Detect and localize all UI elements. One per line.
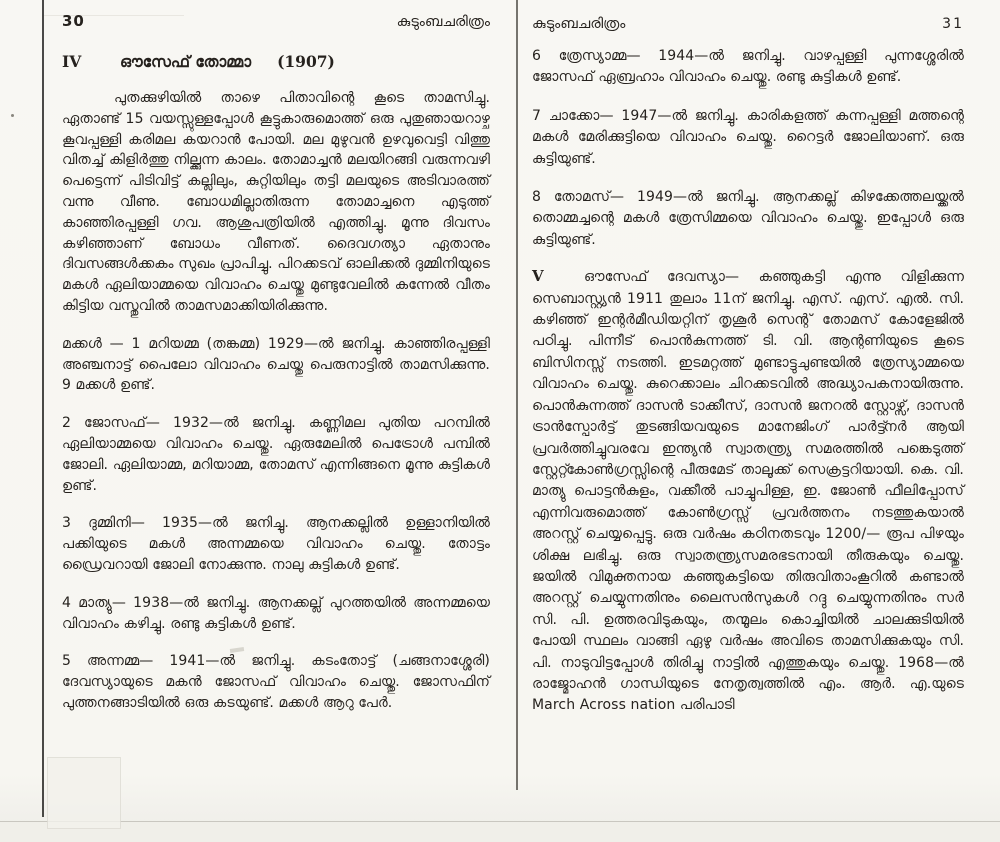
section-iv-numeral: IV <box>62 52 82 71</box>
page-31 <box>532 0 964 717</box>
section-iv-title: ഔസേഫ് തോമ്മാ <box>120 53 252 71</box>
child-entry-7: 7 ചാക്കോ— 1947—ൽ ജനിച്ചു. കാരികളത്ത് കന്നപ്പള്ളി മത്തന്റെ മകൾ മേരിക്കുട്ടിയെ വിവാഹം ചെയ്തു. റൈട്ടർ ജോലിയാണ്. ഒരു കുട്ടിയുണ്ട്. <box>532 107 964 167</box>
page-gutter-line <box>516 0 518 790</box>
section-iv-year: (1907) <box>277 52 335 71</box>
page-31-header <box>532 16 964 32</box>
child-entry-6: 6 ത്രേസ്യാമ്മ— 1944—ൽ ജനിച്ചു. വാഴപ്പള്ളി പുന്നശ്ശേരിൽ ജോസഫ് ഏബ്രഹാം വിവാഹം ചെയ്തു. രണ്ടു കുട്ടികൾ ഉണ്ട്. <box>532 48 964 86</box>
section-iv-heading <box>62 52 490 72</box>
section-v-text: ഔസേഫ് ദേവസ്യാ— കഞ്ഞുകട്ടി എന്നു വിളിക്കുന്ന സെബാസ്റ്റ്യൻ 1911 തുലാം 11ന് ജനിച്ചു. എസ്. എസ്. എൽ. സി. കഴിഞ്ഞ് ഇന്റർമീഡിയറ്റിന് തൃശൂർ സെന്റ് തോമസ് കോളേജിൽ പഠിച്ചു. പിന്നീട് പൊൻകുന്നത്ത് ടി. വി. ആന്റണിയുടെ കൂടെ ബിസിനസ്സ് നടത്തി. ഇടമറ്റത്ത് മുണ്ടാട്ടുചുണ്ടയിൽ ത്രേസ്യാമ്മയെ വിവാഹം ചെയ്തു. കുറെക്കാലം ചിറക്കടവിൽ അദ്ധ്യാപകനായിരുന്നു. പൊൻകുന്നത്ത് ദാസൻ ടാക്കീസ്, ദാസൻ ജനറൽ സ്റ്റോഴ്സ്, ദാസൻ ട്രാൻസ്പോർട്ട് തുടങ്ങിയവയുടെ മാനേജിംഗ് പാർട്ട്നർ ആയി പ്രവർത്തിച്ചുവരവേ ഇന്ത്യൻ സ്വാതന്ത്ര്യ സമരത്തിൽ പങ്കെടുത്ത് സ്റ്റേറ്റ്കോൺഗ്രസ്സിന്റെ പീരുമേട് താലൂക്ക് സെക്രട്ടറിയായി. കെ. വി. മാത്യു പൊട്ടൻകുളം, വക്കീൽ പാച്ചുപിള്ള, ഇ. ജോൺ ഫീലിപ്പോസ് എന്നിവരുമൊത്ത് കോൺഗ്രസ്സ് പ്രവർത്തനം നടത്തുകയാൽ അറസ്റ്റ് ചെയ്യപ്പെട്ടു. ഒരു വർഷം കഠിനതടവും 1200/— രൂപ പിഴയും ശിക്ഷ ലഭിച്ചു. ഒരു സ്വാതന്ത്ര്യസമരഭടനായി തീരുകയും ചെയ്തു. ജയിൽ വിമുക്തനായ കഞ്ഞുകട്ടിയെ തിരുവിതാംകൂറിൽ കണ്ടാൽ അറസ്റ്റ് ചെയ്യുന്നതിനും ലൈസൻസുകൾ റദ്ദു ചെയ്യുന്നതിനും സർ സി. പി. ഉത്തരവിടുകയും, തന്മൂലം കൊച്ചിയിൽ ചാലക്കുടിയിൽ പോയി സ്ഥലം വാങ്ങി ഏഴു വർഷം അവിടെ താമസിക്കുകയും സി. പി. നാടുവിട്ടപ്പോൾ തിരിച്ചു നാട്ടിൽ എത്തുകയും ചെയ്തു. 1968—ൽ രാജ്മോഹൻ ഗാന്ധിയുടെ നേതൃത്വത്തിൽ എം. ആർ. എ.യുടെ March Across nation പരിപാടി <box>532 269 964 714</box>
child-entry-8: 8 തോമസ്— 1949—ൽ ജനിച്ചു. ആനക്കല്ല് കിഴക്കേത്തലയ്ക്കൽ തൊമ്മച്ചന്റെ മകൾ ത്രേസിമ്മയെ വിവാഹം ചെയ്തു. ഇപ്പോൾ ഒരു കുട്ടിയുണ്ട്. <box>532 189 964 248</box>
page-number-right: 31 <box>942 16 964 32</box>
child-entry-2: 2 ജോസഫ്— 1932—ൽ ജനിച്ചു. കണ്ണിമല പുതിയ പറമ്പിൽ ഏലിയാമ്മയെ വിവാഹം ചെയ്തു. ഏരുമേലിൽ പെട്രോൾ പമ്പിൽ ജോലി. ഏലിയാമ്മ, മറിയാമ്മ, തോമസ് എന്നിങ്ങനെ മൂന്നു കുട്ടികൾ ഉണ്ട്. <box>62 415 490 494</box>
scan-artifact-bottom-left <box>47 757 121 829</box>
running-title-right: കുടുംബചരിത്രം <box>532 16 626 32</box>
child-entry-4: 4 മാത്യു— 1938—ൽ ജനിച്ചു. ആനക്കല്ല് പുറത്തയിൽ അന്നമ്മയെ വിവാഹം കഴിച്ചു. രണ്ടു കുട്ടികൾ ഉണ്ട്. <box>62 594 490 632</box>
scan-left-edge-line <box>42 0 44 817</box>
intro-paragraph: പുതക്കുഴിയിൽ താഴെ പിതാവിന്റെ കൂടെ താമസിച്ചു. ഏതാണ്ട് 15 വയസ്സുള്ളപ്പോൾ കൂട്ടുകാരുമൊത്ത് ഒരു പുതുഞായറാഴ്ച കൂവപ്പള്ളി കരിമല കയറാൻ പോയി. മല മുഴുവൻ ഉഴവുവെട്ടി വിത്തു വിതച്ച് കിളിർത്തു നില്ക്കുന്ന കാലം. തോമാച്ചൻ മലയിറങ്ങി വരുന്നവഴി പെട്ടെന്ന് പിടിവിട്ട് കല്ലിലും, കുറ്റിയിലും തട്ടി മലയുടെ അടിവാരത്ത് വന്നു വീണു. ബോധമില്ലാതിരുന്ന തോമാച്ചനെ എടുത്ത് കാഞ്ഞിരപ്പള്ളി ഗവ. ആശുപത്രിയിൽ എത്തിച്ചു. മൂന്നു ദിവസം കഴിഞ്ഞാണ് ബോധം വീണത്. ദൈവഗത്യാ ഏതാനും ദിവസങ്ങൾക്കകം സുഖം പ്രാപിച്ചു. പിറക്കടവ് ഓലിക്കൽ ദുമ്മിനിയുടെ മകൾ ഏലിയാമ്മയെ വിവാഹം ചെയ്തു മുണ്ടുവേലിൽ കന്നേൽ വീതം കിട്ടിയ വസ്തുവിൽ താമസമാക്കിയിരിക്കുന്നു. <box>62 90 490 314</box>
child-entry-1: മക്കൾ — 1 മറിയമ്മ (തങ്കമ്മ) 1929—ൽ ജനിച്ചു. കാഞ്ഞിരപ്പള്ളി അഞ്ചനാട്ട് പൈലോ വിവാഹം ചെയ്തു പെരുനാട്ടിൽ താമസിക്കുന്നു. 9 മക്കൾ ഉണ്ട്. <box>62 335 490 394</box>
scan-speck <box>11 114 14 117</box>
section-v-numeral: V <box>532 267 544 286</box>
page-30 <box>62 0 490 714</box>
page-30-header <box>62 12 490 30</box>
child-entry-3: 3 ദുമ്മിനി— 1935—ൽ ജനിച്ചു. ആനക്കല്ലിൽ ഉള്ളാനിയിൽ പക്കിയുടെ മകൾ അന്നമ്മയെ വിവാഹം ചെയ്തു. തോട്ടം ഡ്രൈവറായി ജോലി നോക്കുന്നു. നാലു കുട്ടികൾ ഉണ്ട്. <box>62 515 490 573</box>
page-number-left: 30 <box>62 12 85 30</box>
running-title-left: കുടുംബചരിത്രം <box>396 14 490 30</box>
section-v-paragraph <box>532 266 964 717</box>
child-entry-5: 5 അന്നമ്മ— 1941—ൽ ജനിച്ചു. കടംതോട്ട് (ചങ്ങനാശ്ശേരി) ദേവസ്യായുടെ മകൻ ജോസഫ് വിവാഹം ചെയ്തു. ജോസഫിന് പുത്തനങ്ങാടിയിൽ ഒരു കടയുണ്ട്. മക്കൾ ആറു പേർ. <box>62 653 490 711</box>
scan-bottom-strip <box>0 822 1000 842</box>
